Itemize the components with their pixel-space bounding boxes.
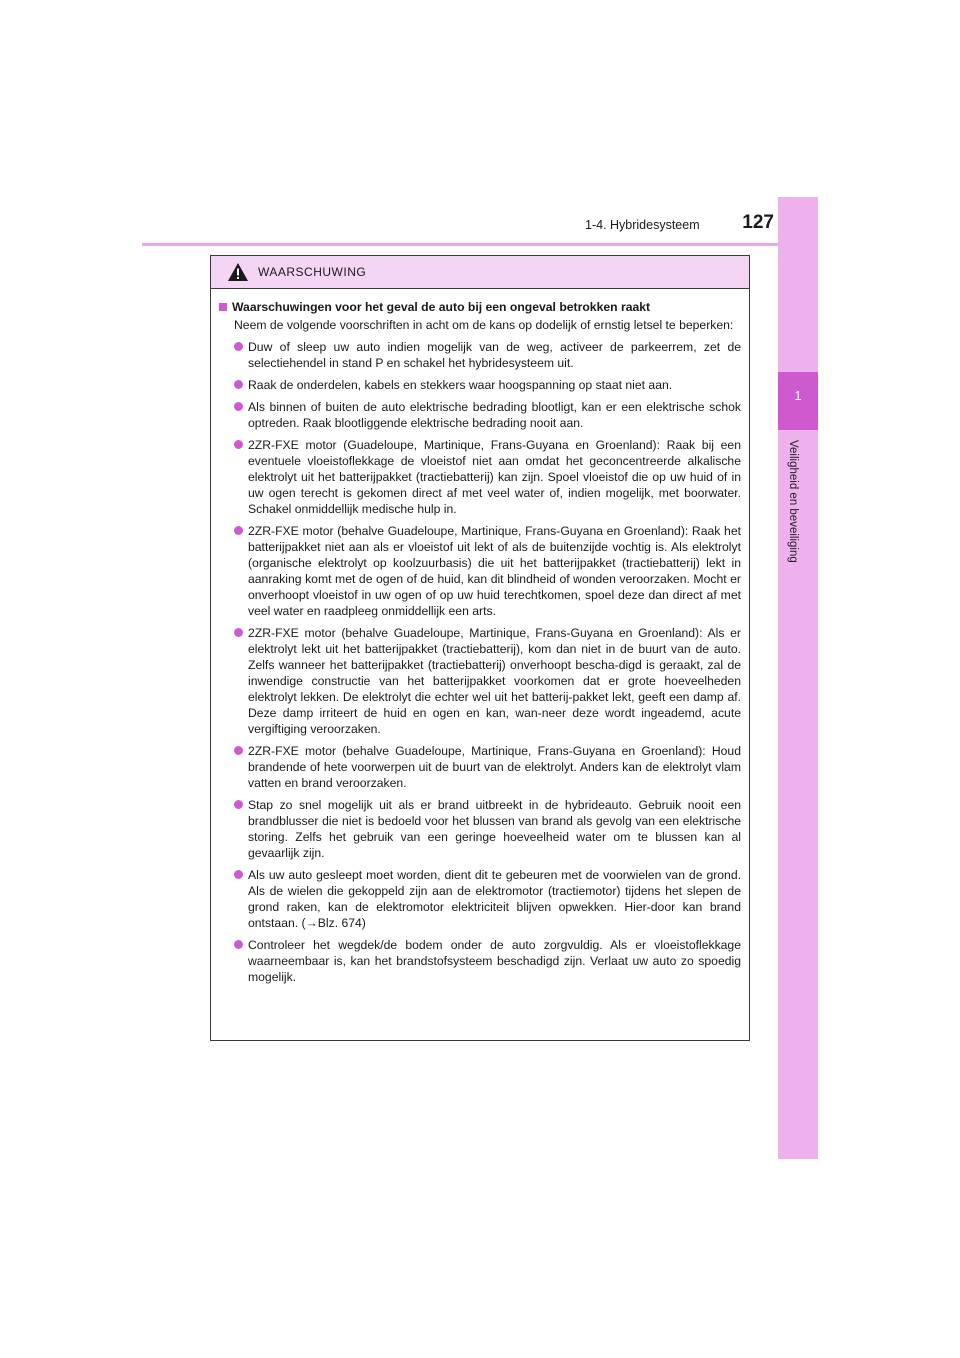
chapter-number: 1 xyxy=(794,388,802,403)
warning-bullet-item xyxy=(219,339,741,371)
bullet-dot-icon xyxy=(234,526,243,535)
warning-box xyxy=(210,255,750,1041)
warning-bullet-item xyxy=(219,867,741,931)
bullet-text: Stap zo snel mogelijk uit als er brand uitbreekt in de hybrideauto. Gebruik nooit een brandblusser die niet is bedoeld voor het blussen van brand als gevolg van een elektrische storing. Zelfs het gebruik van een geringe hoeveelheid water om te blussen kan al gevaarlijk zijn. xyxy=(248,798,741,860)
bullet-dot-icon xyxy=(234,628,243,637)
warning-subheading xyxy=(219,299,741,315)
section-title: 1-4. Hybridesysteem xyxy=(585,218,700,232)
bullet-text: Als uw auto gesleept moet worden, dient dit te gebeuren met de voorwielen van de grond. Als de wielen die gekoppeld zijn aan de elektromotor (tractiemotor) tijdens het slepen de grond raken, kan de elektromotor elektriciteit blijven opwekken. Hier-door kan brand ontstaan. (→Blz. 674) xyxy=(248,868,741,930)
bullet-text: Duw of sleep uw auto indien mogelijk van de weg, activeer de parkeerrem, zet de selectiehendel in stand P en schakel het hybridesysteem uit. xyxy=(248,340,741,370)
warning-bullet-item xyxy=(219,743,741,791)
warning-title: WAARSCHUWING xyxy=(258,265,367,279)
warning-intro: Neem de volgende voorschriften in acht om de kans op dodelijk of ernstig letsel te beperken: xyxy=(234,318,734,332)
warning-bullet-item xyxy=(219,377,741,393)
bullet-text: Controleer het wegdek/de bodem onder de auto zorgvuldig. Als er vloeistoflekkage waarneembaar is, kan het brandstofsysteem beschadigd zijn. Verlaat uw auto zo spoedig mogelijk. xyxy=(248,938,741,984)
bullet-text: 2ZR-FXE motor (behalve Guadeloupe, Martinique, Frans-Guyana en Groenland): Als er elektrolyt lekt uit het batterijpakket (tractiebatterij), kom dan niet in de buurt van de auto. Zelfs wanneer het batterijpakket (tractiebatterij) onverhoopt bescha-digd is geraakt, zal de inwendige constructie van het batterijpakket voorkomen dat er grote hoeveelheden elektrolyt lekken. De elektrolyt die echter wel uit het batterij-pakket lekt, geeft een damp af. Deze damp irriteert de huid en ogen en kan, wan-neer deze wordt ingeademd, acute vergiftiging veroorzaken. xyxy=(248,626,741,736)
warning-bullet-item xyxy=(219,625,741,737)
warning-bullet-item xyxy=(219,937,741,985)
bullet-dot-icon xyxy=(234,402,243,411)
square-bullet-icon xyxy=(219,303,227,311)
chapter-side-tab xyxy=(778,197,818,1159)
bullet-dot-icon xyxy=(234,380,243,389)
warning-bullet-item xyxy=(219,437,741,517)
bullet-dot-icon xyxy=(234,746,243,755)
bullet-text: 2ZR-FXE motor (behalve Guadeloupe, Martinique, Frans-Guyana en Groenland): Houd brandende of hete voorwerpen uit de buurt van de elektrolyt. Anders kan de elektrolyt vlam vatten en brand veroorzaken. xyxy=(248,744,741,790)
bullet-dot-icon xyxy=(234,940,243,949)
bullet-text: 2ZR-FXE motor (behalve Guadeloupe, Martinique, Frans-Guyana en Groenland): Raak het batterijpakket niet aan als er vloeistof uit lekt of als de buitenzijde vochtig is. Als elektrolyt (organische elektrolyt op koolzuurbasis) die uit het batterijpakket (tractiebatterij) lekt in aanraking komt met de ogen of de huid, kan dit blindheid of wonden veroorzaken. Mocht er onverhoopt vloeistof in uw ogen of op uw huid terechtkomen, spoel deze dan direct af met veel water en raadpleeg onmiddellijk een arts. xyxy=(248,524,741,618)
chapter-title: Veiligheid en beveiliging xyxy=(787,440,799,563)
bullet-dot-icon xyxy=(234,342,243,351)
warning-triangle-icon xyxy=(227,262,249,282)
warning-bullet-item xyxy=(219,523,741,619)
header-rule xyxy=(142,243,818,246)
bullet-dot-icon xyxy=(234,870,243,879)
bullet-text: Raak de onderdelen, kabels en stekkers waar hoogspanning op staat niet aan. xyxy=(248,378,673,392)
page-number: 127 xyxy=(742,212,774,233)
warning-body xyxy=(211,289,749,985)
warning-subheading-text: Waarschuwingen voor het geval de auto bij een ongeval betrokken raakt xyxy=(232,300,651,314)
warning-header xyxy=(211,256,749,289)
bullet-dot-icon xyxy=(234,800,243,809)
bullet-text: 2ZR-FXE motor (Guadeloupe, Martinique, Frans-Guyana en Groenland): Raak bij een eventuele vloeistoflekkage de vloeistof niet aan omdat het geconcentreerde alkalische elektrolyt uit het batterijpakket (tractiebatterij) kan zijn. Spoel vloeistof die op uw huid of in uw ogen terecht is gekomen direct af met veel water of, indien mogelijk, met boorwater. Schakel onmiddellijk medische hulp in. xyxy=(248,438,741,516)
warning-bullet-list xyxy=(219,339,741,985)
bullet-text: Als binnen of buiten de auto elektrische bedrading blootligt, kan er een elektrische schok optreden. Raak blootliggende elektrische bedrading nooit aan. xyxy=(248,400,741,430)
bullet-dot-icon xyxy=(234,440,243,449)
warning-bullet-item xyxy=(219,399,741,431)
warning-bullet-item xyxy=(219,797,741,861)
